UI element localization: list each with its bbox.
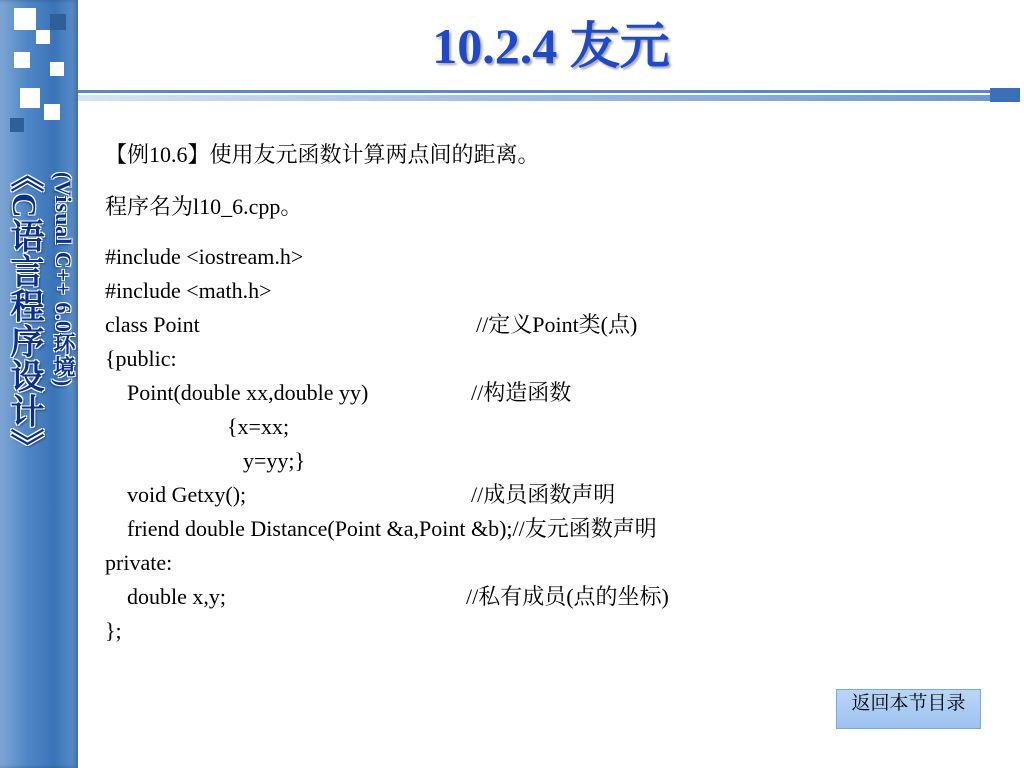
code-line-8: void Getxy(); [105,482,247,507]
code-line-3: class Point [105,312,200,337]
code-comment-5: //构造函数 [471,380,572,405]
code-comment-8: //成员函数声明 [471,482,616,507]
decor-square [20,88,40,108]
decor-square [10,118,24,132]
code-line-12: }; [105,618,122,643]
code-line-7: y=yy;} [243,448,306,473]
example-heading: 【例10.6】使用友元函数计算两点间的距离。 [105,142,540,167]
decor-square [14,8,36,30]
decor-square [44,104,60,120]
decor-square [14,52,30,68]
return-to-section-index-button[interactable]: 返回本节目录 [836,689,981,729]
code-line-9: friend double Distance(Point &a,Point &b);//友元函数声明 [105,516,657,541]
code-line-1: #include <iostream.h> [105,244,304,269]
code-line-5: Point(double xx,double yy) [105,380,369,405]
header-rule-end [990,88,1020,102]
book-title: 《C语言程序设计》 [5,158,42,464]
header-rule [78,90,990,93]
code-line-11: double x,y; [105,584,226,609]
code-line-6: {x=xx; [227,414,290,439]
header-gradient-rule [78,95,990,101]
decor-square [36,30,50,44]
left-sidebar [0,0,78,768]
code-line-4: {public: [105,346,177,371]
code-line-2: #include <math.h> [105,278,272,303]
code-line-10: private: [105,550,173,575]
environment-label: (Visual C++ 6.0环境) [51,172,76,388]
vertical-book-title [4,158,74,758]
decor-square [50,62,64,76]
code-comment-11: //私有成员(点的坐标) [466,584,669,609]
decor-square [50,14,66,30]
program-name: 程序名为l10_6.cpp。 [105,194,303,219]
page-title: 10.2.4 友元 [432,18,670,74]
code-comment-3: //定义Point类(点) [476,312,638,337]
